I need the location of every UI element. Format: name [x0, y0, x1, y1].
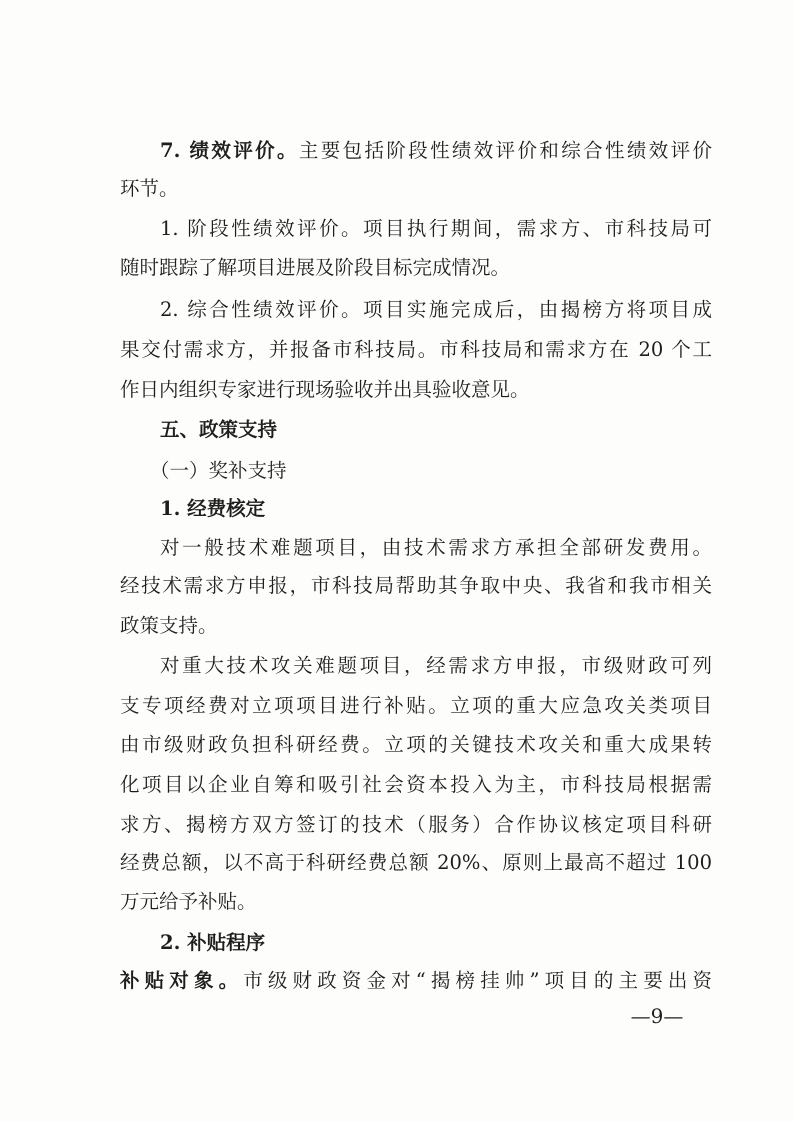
paragraph-line: 随时跟踪了解项目进展及阶段目标完成情况。: [120, 256, 511, 279]
paragraph-line: 政策支持。: [120, 614, 218, 637]
page-number: —9—: [630, 1004, 684, 1028]
paragraph-line: 7. 绩效评价。主要包括阶段性绩效评价和综合性绩效评价: [160, 139, 712, 162]
paragraph-line: 补贴对象。市级财政资金对“揭榜挂帅”项目的主要出资: [120, 969, 712, 992]
section-heading: 五、政策支持: [160, 418, 278, 441]
paragraph-line: 2. 综合性绩效评价。项目实施完成后，由揭榜方将项目成: [160, 298, 712, 321]
paragraph-line: 经费总额，以不高于科研经费总额 20%、原则上最高不超过 100: [120, 851, 712, 874]
item-heading: 7. 绩效评价。: [160, 139, 299, 162]
paragraph-line: 化项目以企业自筹和吸引社会资本投入为主，市科技局根据需: [120, 773, 712, 796]
run-in-heading: 补贴对象。: [120, 969, 244, 992]
paragraph-line: 经技术需求方申报，市科技局帮助其争取中央、我省和我市相关: [120, 574, 712, 597]
item-heading: 1. 经费核定: [160, 497, 266, 520]
paragraph-line: 支专项经费对立项项目进行补贴。立项的重大应急攻关类项目: [120, 694, 712, 717]
subsection-heading: （一）奖补支持: [150, 459, 287, 482]
paragraph-line: 由市级财政负担科研经费。立项的关键技术攻关和重大成果转: [120, 733, 712, 756]
item-heading: 2. 补贴程序: [160, 931, 266, 954]
paragraph-line: 对一般技术难题项目，由技术需求方承担全部研发费用。: [160, 536, 712, 559]
paragraph-line: 果交付需求方，并报备市科技局。市科技局和需求方在 20 个工: [120, 338, 712, 361]
paragraph-line: 对重大技术攻关难题项目，经需求方申报，市级财政可列: [160, 654, 712, 677]
paragraph-line: 求方、揭榜方双方签订的技术（服务）合作协议核定项目科研: [120, 813, 712, 836]
paragraph-line: 万元给予补贴。: [120, 890, 257, 913]
paragraph-line: 作日内组织专家进行现场验收并出具验收意见。: [120, 378, 530, 401]
paragraph-line: 环节。: [120, 177, 179, 200]
paragraph-line: 1. 阶段性绩效评价。项目执行期间，需求方、市科技局可: [160, 217, 712, 240]
